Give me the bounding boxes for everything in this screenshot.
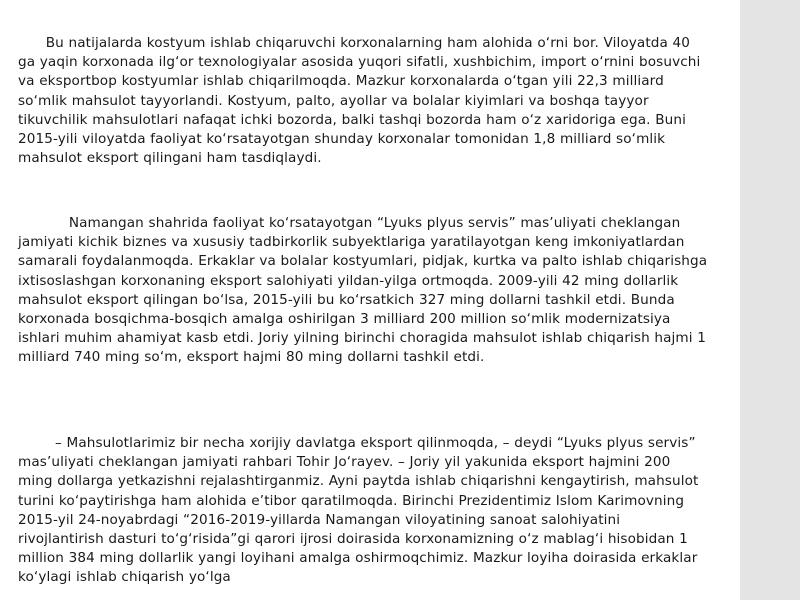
paragraph-2: Namangan shahrida faoliyat ko‘rsatayotgan “Lyuks plyus servis” mas’uliyati cheklangan jamiyati kichik biznes va xususiy tadbirkorlik subyektlariga yaratilayotgan keng imkoniyatlardan samarali foydalanmoqda. Erkaklar va bolalar kostyumlari, pidjak, kurtka va palto ishlab chiqarishga ixtisoslashgan korxonaning eksport salohiyati yildan-yilga ortmoqda. 2009-yili 42 ming dollarlik mahsulot eksport qilingan bo‘lsa, 2015-yili bu ko‘rsatkich 327 ming dollarni tashkil etdi. Bunda korxonada bosqichma-bosqich amalga oshirilgan 3 milliard 200 million so‘mlik modernizatsiya ishlari muhim ahamiyat kasb etdi. Joriy yilning birinchi choragida mahsulot ishlab chiqarish hajmi 1 milliard 740 ming so‘m, eksport hajmi 80 ming dollarni tashkil etdi. [18,215,708,366]
right-gray-panel [740,0,800,600]
paragraph-3: – Mahsulotlarimiz bir necha xorijiy davlatga eksport qilinmoqda, – deydi “Lyuks plyus servis” mas’uliyati cheklangan jamiyati rahbari Tohir Jo‘rayev. – Joriy yil yakunida eksport hajmini 200 ming dollarga yetkazishni rejalashtirganmiz. Ayni paytda ishlab chiqarishni kengaytirish, mahsulot turini ko‘paytirishga ham alohida e’tibor qaratilmoqda. Birinchi Prezidentimiz Islom Karimovning 2015-yil 24-noyabrdagi “2016-2019-yillarda Namangan viloyatining sanoat salohiyatini rivojlantirish dasturi to‘g‘risida”gi qarori ijrosi doirasida korxonamizning o‘z mablag‘i hisobidan 1 million 384 ming dollarlik yangi loyihani amalga oshirmoqchimiz. Mazkur loyiha doirasida erkaklar ko‘ylagi ishlab chiqarish yo‘lga [18,435,699,586]
paragraph-1: Bu natijalarda kostyum ishlab chiqaruvchi korxonalarning ham alohida o‘rni bor. Viloyatda 40 ga yaqin korxonada ilg‘or texnologiyalar asosida yuqori sifatli, xushbichim, import o‘rnini bosuvchi va eksportbop kostyumlar ishlab chiqarilmoqda. Mazkur korxonalarda o‘tgan yili 22,3 milliard so‘mlik mahsulot tayyorlandi. Kostyum, palto, ayollar va bolalar kiyimlari va boshqa tayyor tikuvchilik mahsulotlari nafaqat ichki bozorda, balki tashqi bozorda ham o‘z xaridoriga ega. Buni 2015-yili viloyatda faoliyat ko‘rsatayotgan shunday korxonalar tomonidan 1,8 milliard so‘mlik mahsulot eksport qilingani ham tasdiqlaydi. [18,35,701,167]
